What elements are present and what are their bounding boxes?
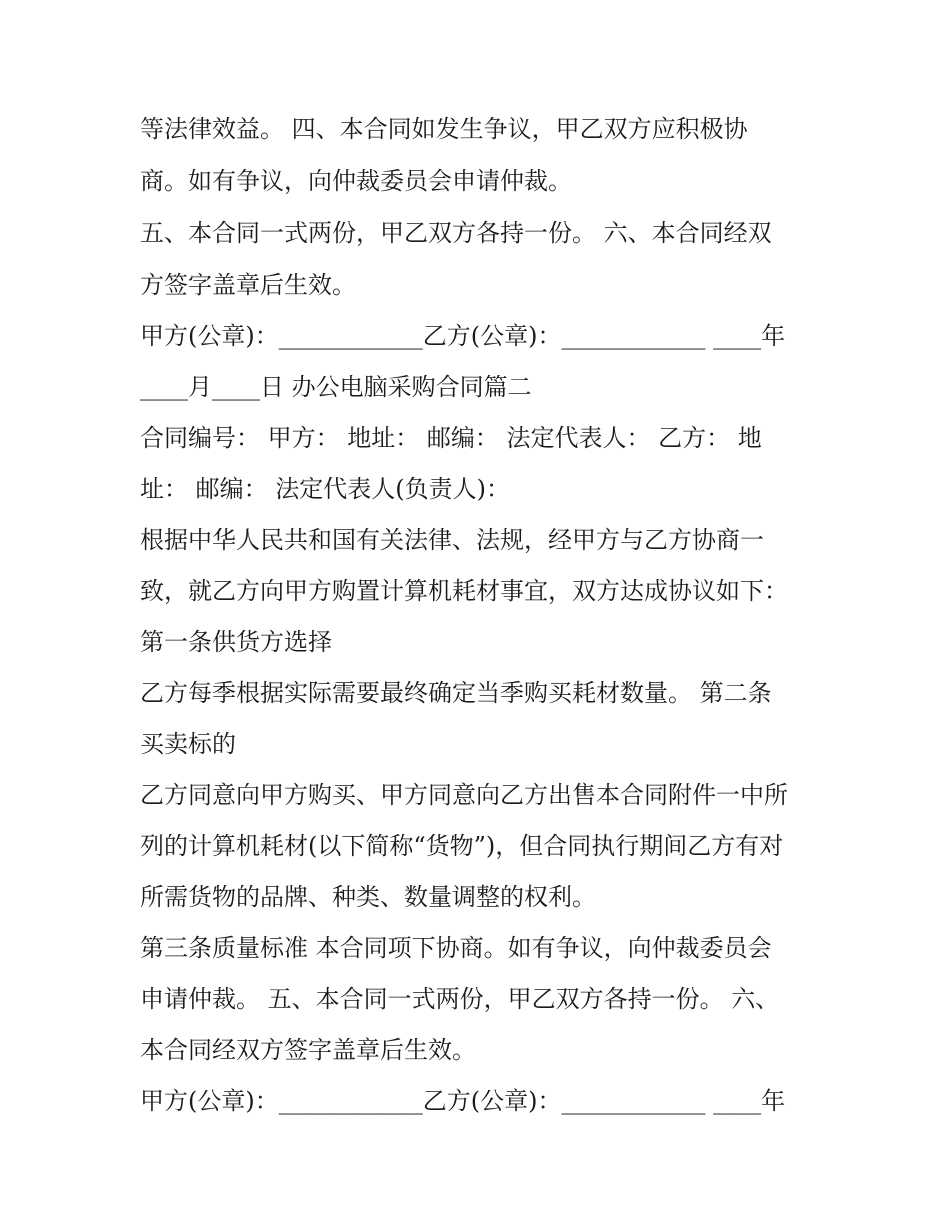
text-line: 等法律效益。 四、本合同如发生争议，甲乙双方应积极协 <box>140 115 748 143</box>
text-line: 所需货物的品牌、种类、数量调整的权利。 <box>140 883 596 911</box>
text-line: 方签字盖章后生效。 <box>140 271 356 299</box>
signature-line: 甲方(公章)：____________乙方(公章)：____________ ____年 <box>140 1087 786 1115</box>
text-line: 乙方同意向甲方购买、甲方同意向乙方出售本合同附件一中所 <box>140 781 788 809</box>
text-line: 合同编号： 甲方： 地址： 邮编： 法定代表人： 乙方： 地 <box>140 424 762 452</box>
text-line: 商。如有争议，向仲裁委员会申请仲裁。 <box>140 167 572 195</box>
text-line: 乙方每季根据实际需要最终确定当季购买耗材数量。 第二条 <box>140 679 772 707</box>
text-line: 五、本合同一式两份，甲乙双方各持一份。 六、本合同经双 <box>140 219 772 247</box>
text-line: 第三条质量标准 本合同项下协商。如有争议，向仲裁委员会 <box>140 934 772 962</box>
text-line: 列的计算机耗材(以下简称“货物”)，但合同执行期间乙方有对 <box>140 832 784 860</box>
article-heading: 第一条供货方选择 <box>140 628 332 656</box>
text-line: 址： 邮编： 法定代表人(负责人)： <box>140 475 510 503</box>
text-line: 致，就乙方向甲方购置计算机耗材事宜，双方达成协议如下： <box>140 577 788 605</box>
text-line: 本合同经双方签字盖章后生效。 <box>140 1036 476 1064</box>
text-line: 根据中华人民共和国有关法律、法规，经甲方与乙方协商一 <box>140 526 764 554</box>
article-heading: 买卖标的 <box>140 730 236 758</box>
text-line: 申请仲裁。 五、本合同一式两份，甲乙双方各持一份。 六、 <box>140 985 780 1013</box>
signature-line: 甲方(公章)：____________乙方(公章)：____________ ____年 <box>140 322 786 350</box>
date-and-section-title: ____月____日 办公电脑采购合同篇二 <box>140 373 532 401</box>
